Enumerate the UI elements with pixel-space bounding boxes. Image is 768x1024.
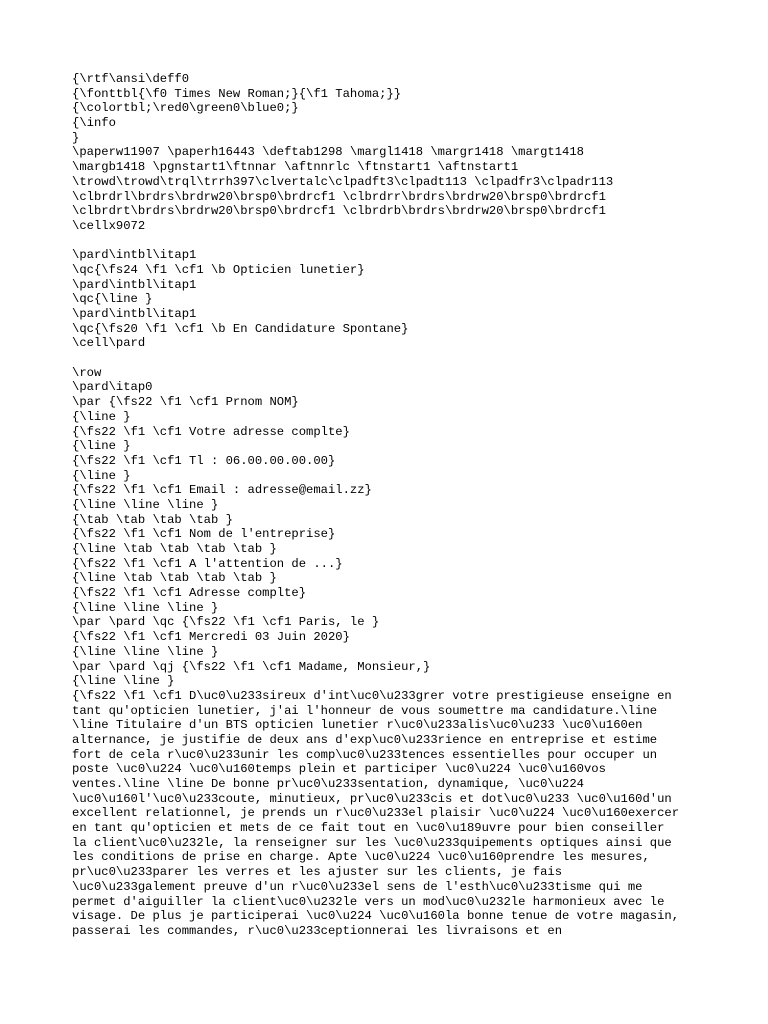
rtf-source-text bbox=[72, 72, 712, 939]
text-line: {\fs22 \f1 \cf1 Email : adresse@email.zz} bbox=[72, 483, 372, 498]
text-line: {\fs22 \f1 \cf1 Nom de l'entreprise} bbox=[72, 527, 336, 542]
text-line: {\fs22 \f1 \cf1 D\uc0\u233sireux d'int\uc0\u233grer votre prestigieuse enseigne en bbox=[72, 688, 672, 703]
text-line: fort de cela r\uc0\u233unir les comp\uc0\u233tences essentielles pour occuper un bbox=[72, 747, 658, 762]
text-line: {\line } bbox=[72, 409, 131, 424]
text-line: \qc{\fs24 \f1 \cf1 \b Opticien lunetier} bbox=[72, 262, 365, 277]
text-line: alternance, je justifie de deux ans d'exp\uc0\u233rience en entreprise et estime bbox=[72, 732, 658, 747]
text-line: \qc{\line } bbox=[72, 292, 153, 307]
text-line: } bbox=[72, 130, 80, 145]
text-line: \pard\itap0 bbox=[72, 380, 153, 395]
text-line: {\fs22 \f1 \cf1 Adresse complte} bbox=[72, 586, 307, 601]
text-line: \clbrdrl\brdrs\brdrw20\brsp0\brdrcf1 \clbrdrr\brdrs\brdrw20\brsp0\brdrcf1 bbox=[72, 189, 606, 204]
text-line: {\line \tab \tab \tab \tab } bbox=[72, 542, 277, 556]
text-line: {\line \line } bbox=[72, 674, 175, 689]
text-line: en tant qu'opticien et mets de ce fait tout en \uc0\u189uvre pour bien conseiller bbox=[72, 821, 665, 836]
text-line: {\fs22 \f1 \cf1 Mercredi 03 Juin 2020} bbox=[72, 630, 350, 645]
text-line: \cellx9072 bbox=[72, 218, 146, 233]
text-line: \paperw11907 \paperh16443 \deftab1298 \margl1418 \margr1418 \margt1418 bbox=[72, 145, 584, 160]
text-line: {\line } bbox=[72, 439, 131, 454]
text-line: \trowd\trowd\trql\trrh397\clvertalc\clpadft3\clpadt113 \clpadfr3\clpadr113 bbox=[72, 174, 614, 189]
text-line: {\line \line \line } bbox=[72, 644, 219, 659]
text-line: tant qu'opticien lunetier, j'ai l'honneur de vous soumettre ma candidature.\line bbox=[72, 703, 658, 718]
text-line: {\colortbl;\red0\green0\blue0;} bbox=[72, 101, 299, 116]
text-line: \par \pard \qc {\fs22 \f1 \cf1 Paris, le } bbox=[72, 615, 380, 630]
text-line bbox=[72, 234, 712, 249]
text-line: poste \uc0\u224 \uc0\u160temps plein et participer \uc0\u224 \uc0\u160vos bbox=[72, 762, 606, 777]
text-line: permet d'aiguiller la client\uc0\u232le vers un mod\uc0\u232le harmonieux avec le bbox=[72, 894, 665, 909]
text-line: {\fs22 \f1 \cf1 Votre adresse complte} bbox=[72, 424, 350, 439]
text-line: {\line \line \line } bbox=[72, 600, 219, 615]
text-line: {\fonttbl{\f0 Times New Roman;}{\f1 Tahoma;}} bbox=[72, 86, 402, 101]
text-line: \par \pard \qj {\fs22 \f1 \cf1 Madame, Monsieur,} bbox=[72, 659, 431, 674]
text-line: \pard\intbl\itap1 bbox=[72, 248, 197, 263]
text-line: {\info bbox=[72, 116, 116, 131]
text-line: visage. De plus je participerai \uc0\u224 \uc0\u160la bonne tenue de votre magasin, bbox=[72, 909, 680, 924]
text-line: \pard\intbl\itap1 bbox=[72, 277, 197, 292]
text-line: les conditions de prise en charge. Apte \uc0\u224 \uc0\u160prendre les mesures, bbox=[72, 850, 650, 865]
text-line: \qc{\fs20 \f1 \cf1 \b En Candidature Spontane} bbox=[72, 321, 409, 336]
text-line: \cell\pard bbox=[72, 336, 146, 351]
text-line: \pard\intbl\itap1 bbox=[72, 307, 197, 321]
text-line: excellent relationnel, je prends un r\uc0\u233el plaisir \uc0\u224 \uc0\u160exercer bbox=[72, 806, 680, 821]
text-line: {\fs22 \f1 \cf1 Tl : 06.00.00.00.00} bbox=[72, 453, 336, 468]
text-line: \clbrdrt\brdrs\brdrw20\brsp0\brdrcf1 \clbrdrb\brdrs\brdrw20\brsp0\brdrcf1 bbox=[72, 204, 606, 219]
text-line: \uc0\u160l'\uc0\u233coute, minutieux, pr\uc0\u233cis et dot\uc0\u233 \uc0\u160d'un bbox=[72, 791, 672, 806]
text-line: {\fs22 \f1 \cf1 A l'attention de ...} bbox=[72, 556, 343, 571]
text-line: la client\uc0\u232le, la renseigner sur les \uc0\u233quipements optiques ainsi que bbox=[72, 835, 672, 850]
text-line: {\line } bbox=[72, 468, 131, 483]
text-line: \line Titulaire d'un BTS opticien lunetier r\uc0\u233alis\uc0\u233 \uc0\u160en bbox=[72, 718, 643, 733]
text-line bbox=[72, 351, 712, 366]
text-line: ventes.\line \line De bonne pr\uc0\u233sentation, dynamique, \uc0\u224 bbox=[72, 777, 584, 791]
text-line: {\rtf\ansi\deff0 bbox=[72, 72, 190, 86]
text-line: pr\uc0\u233parer les verres et les ajuster sur les clients, je fais bbox=[72, 865, 563, 880]
text-line: {\line \line \line } bbox=[72, 497, 219, 512]
text-line: {\tab \tab \tab \tab } bbox=[72, 512, 233, 527]
text-line: \uc0\u233galement preuve d'un r\uc0\u233el sens de l'esth\uc0\u233tisme qui me bbox=[72, 879, 643, 894]
text-line: \margb1418 \pgnstart1\ftnnar \aftnnrlc \ftnstart1 \aftnstart1 bbox=[72, 160, 519, 175]
text-line: passerai les commandes, r\uc0\u233ceptionnerai les livraisons et en bbox=[72, 923, 563, 938]
text-line: \par {\fs22 \f1 \cf1 Prnom NOM} bbox=[72, 395, 299, 410]
text-line: {\line \tab \tab \tab \tab } bbox=[72, 571, 277, 586]
text-line: \row bbox=[72, 365, 102, 380]
